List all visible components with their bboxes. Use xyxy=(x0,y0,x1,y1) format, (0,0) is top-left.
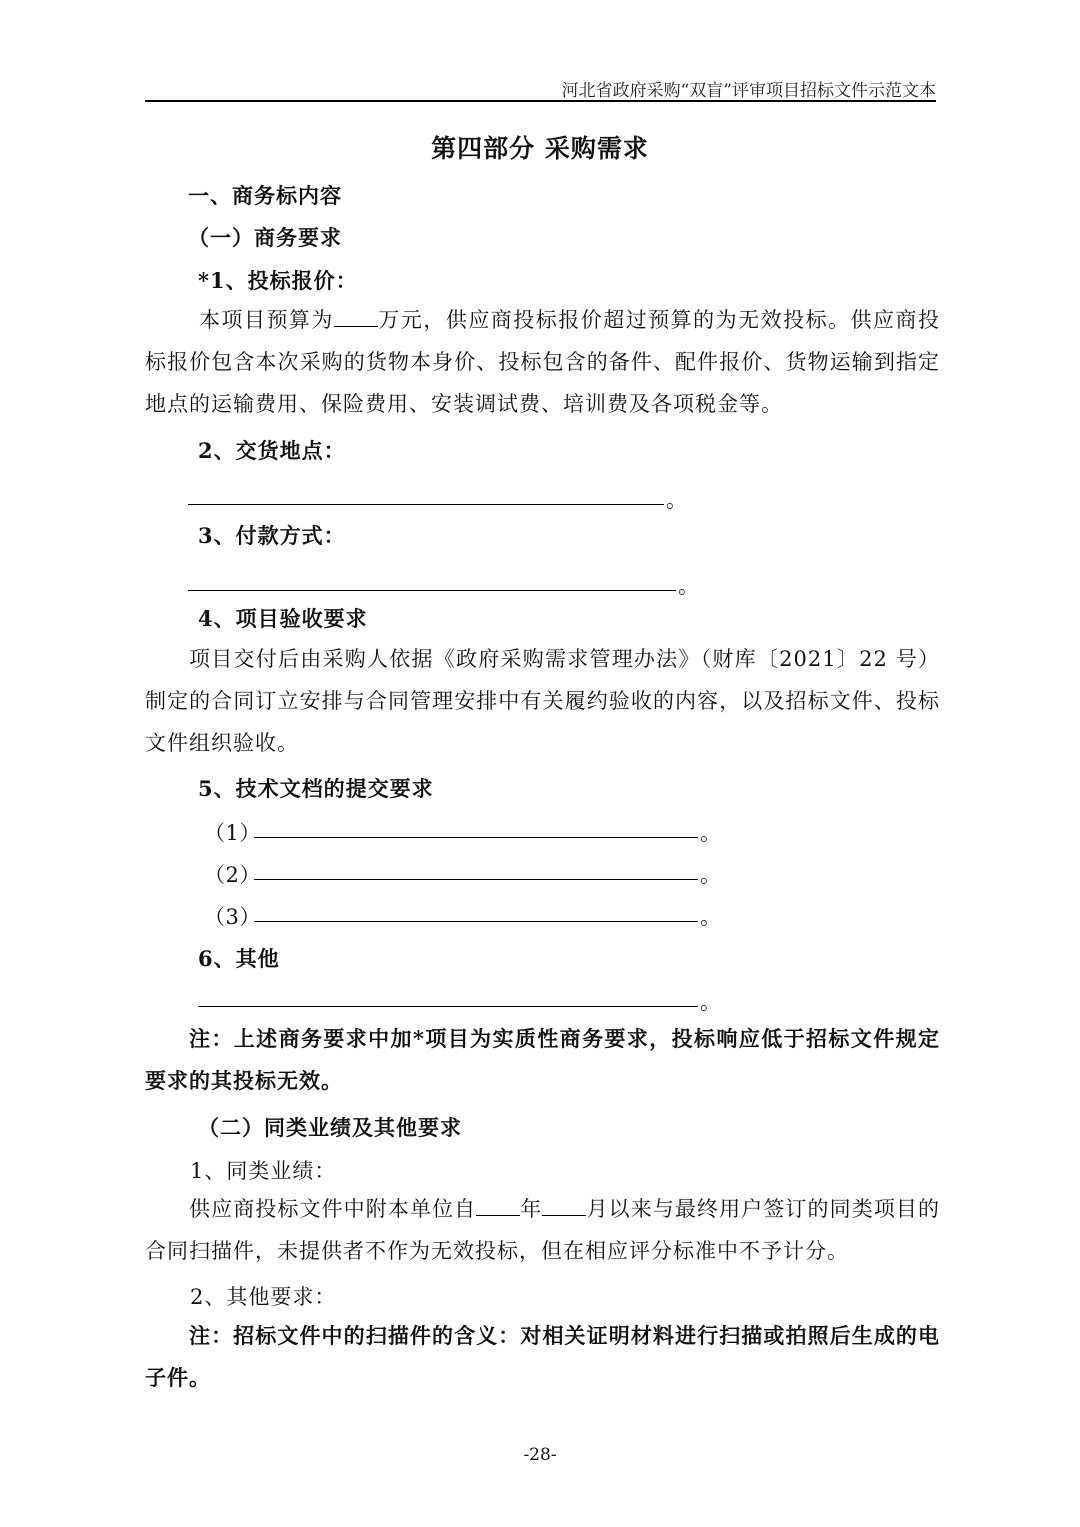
paragraph-acceptance: 项目交付后由采购人依据《政府采购需求管理办法》（财库〔2021〕22 号）制定的合同订立安排与合同管理安排中有关履约验收的内容，以及招标文件、投标文件组织验收。 xyxy=(145,647,940,755)
bid-price-text-a: 本项目预算为 xyxy=(199,308,334,332)
payment-method-blank xyxy=(188,590,676,591)
budget-blank xyxy=(334,306,378,327)
subsection-heading-business-requirements: （一）商务要求 xyxy=(188,225,342,250)
month-blank xyxy=(542,1195,586,1216)
page-number: -28- xyxy=(523,1445,557,1465)
tech-doc-period-3: 。 xyxy=(700,905,721,929)
running-header: 河北省政府采购“双盲”评审项目招标文件示范文本 xyxy=(561,81,936,101)
performance-text-a: 供应商投标文件中附本单位自 xyxy=(189,1197,477,1221)
tech-doc-blank-2 xyxy=(254,879,698,880)
year-blank xyxy=(476,1195,520,1216)
tech-doc-blank-3 xyxy=(254,921,698,922)
subsection-heading-performance: （二）同类业绩及其他要求 xyxy=(198,1115,462,1140)
bid-price-text-b: 万元，供应商投标报价超过预算的为无效投标。供应商投标报价包含本次采购的货物本身价、投标包含的备件、配件报价、货物运输到指定地点的运输费用、保险费用、安装调试费、培训费及各项税金等。 xyxy=(145,308,941,416)
performance-text-c: 月以来与最终用户签订的同类项目的合同扫描件，未提供者不作为无效投标，但在相应评分标准中不予计分。 xyxy=(145,1197,941,1263)
header-rule xyxy=(145,100,936,102)
tech-doc-sub-3: （3） xyxy=(204,905,261,929)
delivery-period: 。 xyxy=(666,488,687,512)
page-title: 第四部分 采购需求 xyxy=(431,134,649,163)
item-heading-payment-method: 3、付款方式： xyxy=(198,523,346,548)
item-heading-delivery-location: 2、交货地点： xyxy=(198,438,346,463)
tech-doc-period-1: 。 xyxy=(700,821,721,845)
tech-doc-sub-2: （2） xyxy=(204,863,261,887)
tech-doc-blank-1 xyxy=(254,837,698,838)
paragraph-similar-performance xyxy=(145,1188,940,1272)
item-heading-tech-docs: 5、技术文档的提交要求 xyxy=(198,776,434,801)
item-heading-similar-performance: 1、同类业绩： xyxy=(190,1159,337,1183)
section-heading-business: 一、商务标内容 xyxy=(188,183,342,208)
delivery-location-blank xyxy=(188,504,664,505)
note-substantive-requirements: 注：上述商务要求中加*项目为实质性商务要求，投标响应低于招标文件规定要求的其投标无效。 xyxy=(145,1026,940,1093)
item-heading-other-requirements: 2、其他要求： xyxy=(190,1285,337,1309)
item-heading-other: 6、其他 xyxy=(198,946,280,971)
other-blank xyxy=(198,1006,698,1007)
payment-period: 。 xyxy=(678,574,699,598)
item-heading-acceptance: 4、项目验收要求 xyxy=(198,606,368,631)
tech-doc-sub-1: （1） xyxy=(204,821,261,845)
paragraph-bid-price xyxy=(145,299,940,425)
item-heading-bid-price: *1、投标报价： xyxy=(198,268,358,293)
tech-doc-period-2: 。 xyxy=(700,863,721,887)
performance-text-b: 年 xyxy=(520,1197,543,1221)
note-scanned-copy-definition: 注：招标文件中的扫描件的含义：对相关证明材料进行扫描或拍照后生成的电子件。 xyxy=(145,1323,940,1390)
other-period: 。 xyxy=(700,990,721,1014)
